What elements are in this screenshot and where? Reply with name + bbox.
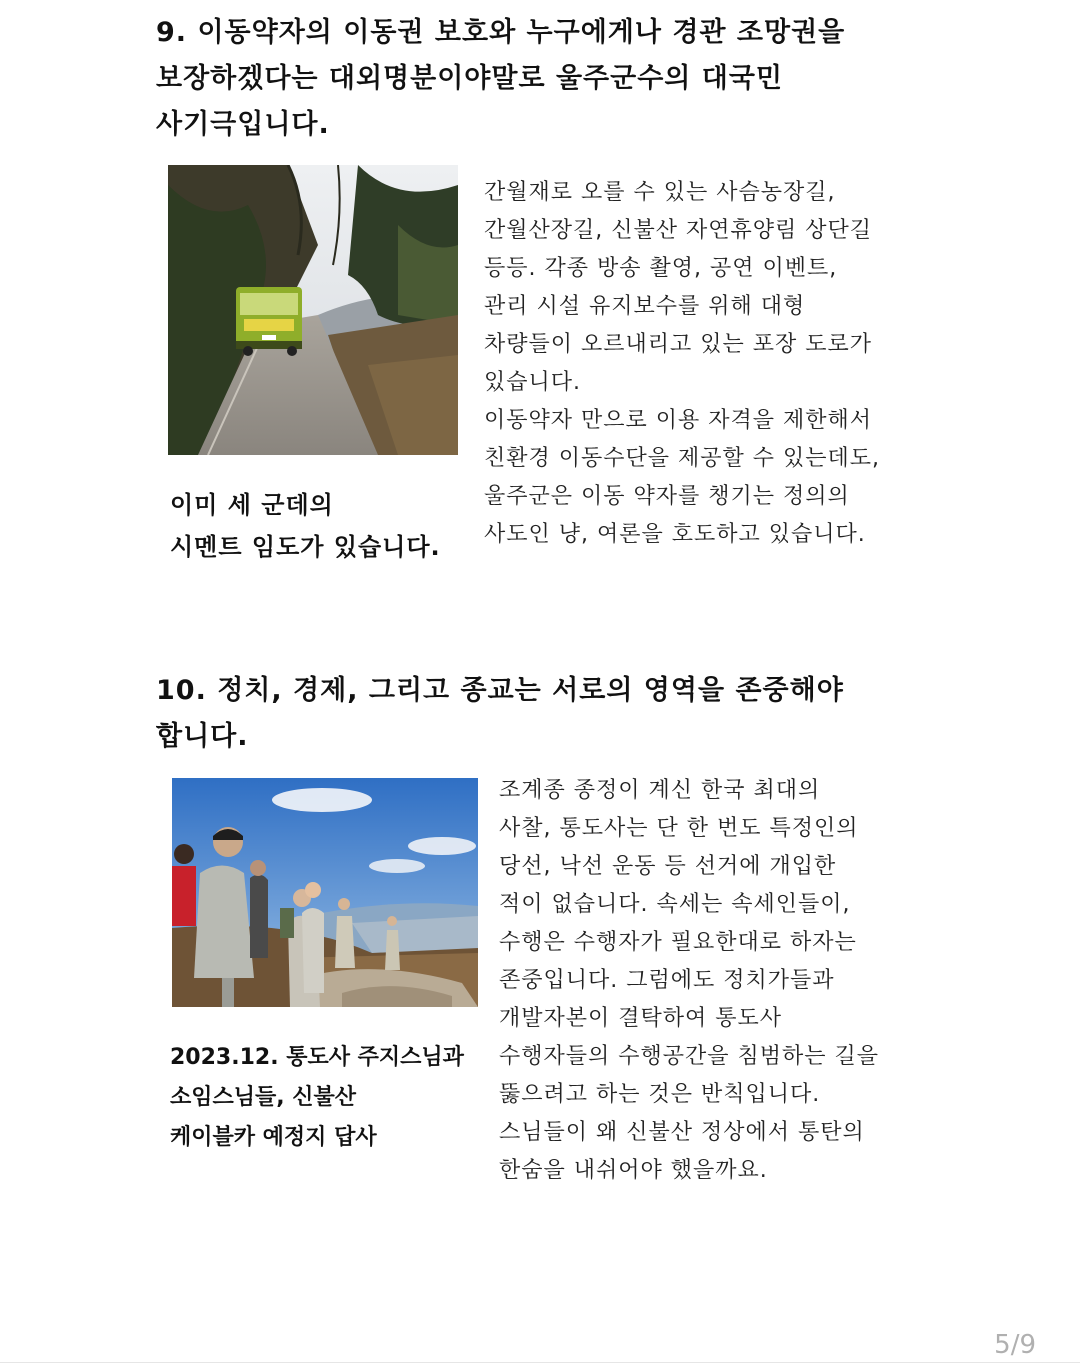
bottom-divider — [0, 1362, 1080, 1363]
cement-road-bus-photo — [168, 165, 458, 455]
section9-heading-line: 9. 이동약자의 이동권 보호와 누구에게나 경관 조망권을 — [156, 17, 846, 48]
section10-body — [499, 772, 879, 1190]
body-line: 당선, 낙선 운동 등 선거에 개입한 — [499, 854, 837, 879]
caption-line: 2023.12. 통도사 주지스님과 — [170, 1045, 464, 1070]
body-line: 간월재로 오를 수 있는 사슴농장길, — [484, 180, 836, 205]
body-line: 수행은 수행자가 필요한대로 하자는 — [499, 930, 857, 955]
caption-line: 케이블카 예정지 답사 — [170, 1125, 377, 1150]
body-line: 조계종 종정이 계신 한국 최대의 — [499, 778, 821, 803]
monks-mountain-photo — [172, 778, 478, 1007]
body-line: 스님들이 왜 신불산 정상에서 통탄의 — [499, 1120, 865, 1145]
section10-caption — [170, 1038, 464, 1158]
body-line: 울주군은 이동 약자를 챙기는 정의의 — [484, 484, 850, 509]
section9-body — [484, 174, 880, 554]
section10-heading-line: 합니다. — [156, 721, 249, 752]
body-line: 차량들이 오르내리고 있는 포장 도로가 — [484, 332, 873, 357]
page-number: 5/9 — [994, 1330, 1036, 1360]
caption-line: 시멘트 임도가 있습니다. — [170, 533, 441, 561]
body-line: 적이 없습니다. 속세는 속세인들이, — [499, 892, 851, 917]
body-line: 이동약자 만으로 이용 자격을 제한해서 — [484, 408, 873, 433]
body-line: 친환경 이동수단을 제공할 수 있는데도, — [484, 446, 880, 471]
section10-heading — [156, 668, 916, 760]
body-line: 관리 시설 유지보수를 위해 대형 — [484, 294, 806, 319]
body-line: 뚫으려고 하는 것은 반칙입니다. — [499, 1082, 821, 1107]
body-line: 있습니다. — [484, 370, 582, 395]
section9-heading-line: 사기극입니다. — [156, 109, 330, 140]
section9-heading-line: 보장하겠다는 대외명분이야말로 울주군수의 대국민 — [156, 63, 784, 94]
section10-heading-line: 10. 정치, 경제, 그리고 종교는 서로의 영역을 존중해야 — [156, 675, 844, 706]
caption-line: 소임스님들, 신불산 — [170, 1085, 357, 1110]
caption-line: 이미 세 군데의 — [170, 491, 334, 519]
body-line: 존중입니다. 그럼에도 정치가들과 — [499, 968, 835, 993]
body-line: 간월산장길, 신불산 자연휴양림 상단길 — [484, 218, 873, 243]
section9-caption — [170, 484, 441, 568]
body-line: 등등. 각종 방송 촬영, 공연 이벤트, — [484, 256, 838, 281]
body-line: 한숨을 내쉬어야 했을까요. — [499, 1158, 768, 1183]
body-line: 사찰, 통도사는 단 한 번도 특정인의 — [499, 816, 859, 841]
body-line: 수행자들의 수행공간을 침범하는 길을 — [499, 1044, 880, 1069]
body-line: 개발자본이 결탁하여 통도사 — [499, 1006, 783, 1031]
body-line: 사도인 냥, 여론을 호도하고 있습니다. — [484, 522, 866, 547]
section9-heading — [156, 10, 916, 148]
